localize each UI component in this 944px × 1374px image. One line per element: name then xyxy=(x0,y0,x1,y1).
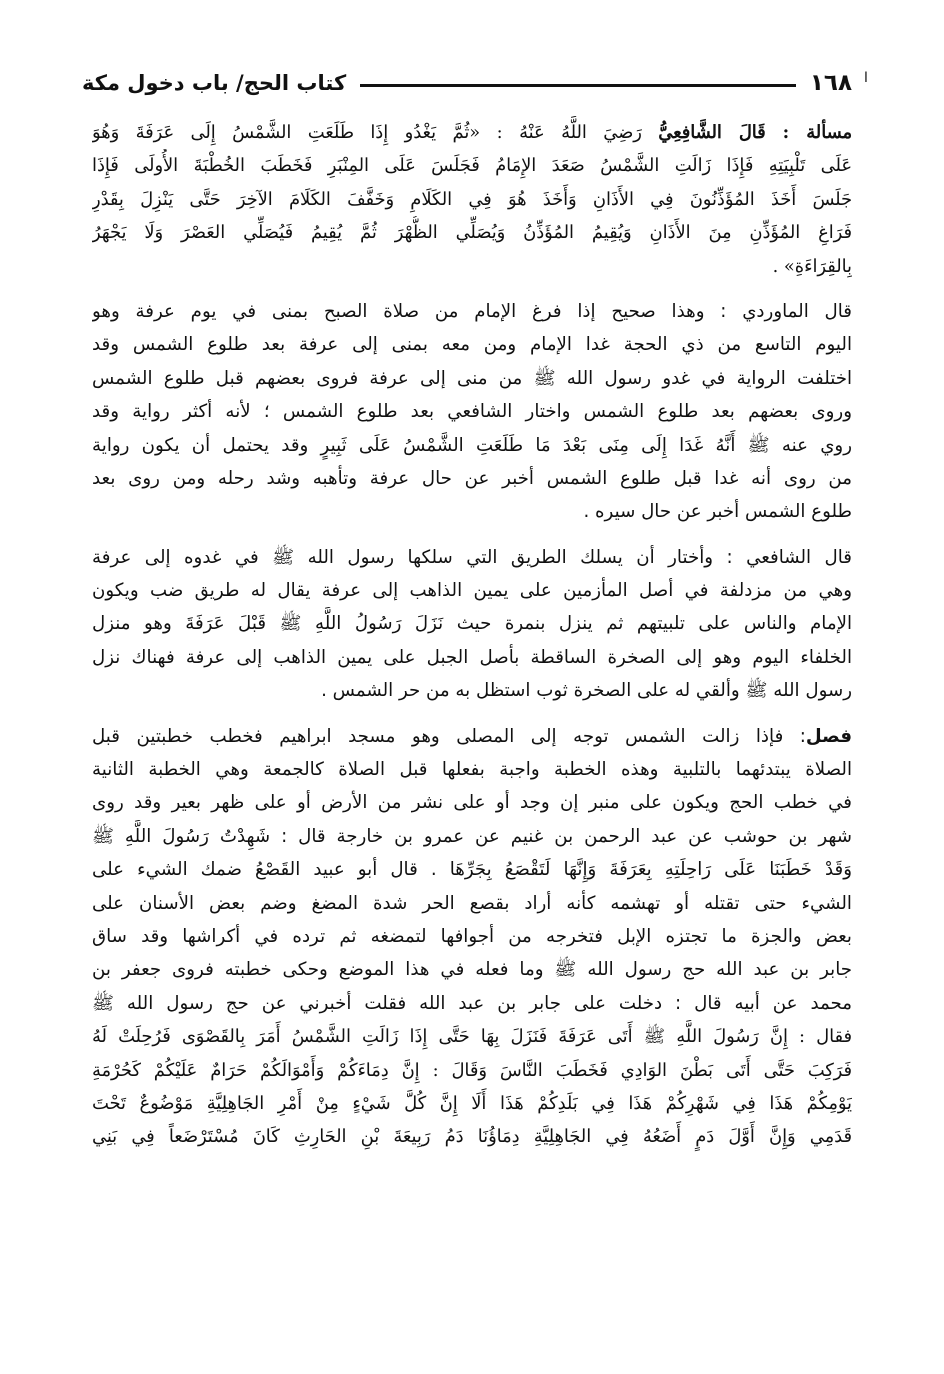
text-line: الخلفاء اليوم وهو إلى الصخرة الساقطة بأصل الجبل على يمين الذاهب إلى عرفة فهناك نزل xyxy=(92,646,852,668)
text-line: جابر بن عبد الله حج رسول الله ﷺ وما فعله في هذا الموضع وحكى خطبته فروى جعفر بن xyxy=(92,959,852,981)
text-line: قال الشافعي : وأختار أن يسلك الطريق التي سلكها رسول الله ﷺ في غدوه إلى عرفة xyxy=(92,546,852,568)
text-line: شهر بن حوشب عن عبد الرحمن بن غنيم عن عمرو بن خارجة قال : شَهِدْتُ رَسُولَ اللَّهِ ﷺ xyxy=(92,825,852,847)
text-line: الإمام والناس على تلبيتهم ثم ينزل بنمرة حيث نَزَلَ رَسُولُ اللَّهِ ﷺ قَبْلَ عَرَفَةَ وهو منزل xyxy=(92,613,852,635)
paragraph-masala xyxy=(92,116,852,283)
text-line: اختلفت الرواية في غدو رسول الله ﷺ من منى إلى عرفة فروى بعضهم قبل طلوع الشمس xyxy=(92,367,852,389)
chapter-title: كتاب الحج/ باب دخول مكة xyxy=(82,71,347,95)
text-line: مسألة : قَالَ الشَّافِعِيُّ رَضِيَ اللَّهُ عَنْهُ : «ثُمَّ يَغْدُو إِذَا طَلَعَتِ الشَّمْسُ إِلَى عَرَفَةَ وَهُوَ xyxy=(92,122,852,143)
text-line: جَلَسَ أَخَذَ المُؤَذِّنُونَ فِي الأَذَانِ وَأَخَذَ هُوَ فِي الكَلَامِ وَخَفَّفَ الكَلَامَ الآخِرَ حَتَّى يَنْزِلَ بِقَدْرِ xyxy=(92,188,852,210)
text-line: فَرَاغِ المُؤَذِّنِ مِنَ الأَذَانِ وَيُقِيمُ المُؤَذِّنُ وَيُصَلِّي الظُّهْرَ ثُمَّ يُقِيمُ فَيُصَلِّي العَصْرَ وَلَا يَجْهَرُ xyxy=(92,222,852,244)
text-line: فصل: فإذا زالت الشمس توجه إلى المصلى وهو مسجد ابراهيم فخطب خطبتين قبل xyxy=(92,725,852,747)
text-line: اليوم التاسع من ذي الحجة غدا الإمام ومن معه بمنى إلى عرفة بعد طلوع الشمس وقد xyxy=(92,334,852,356)
text-line: في خطب الحج ويكون على منبر إن وجد أو على نشر من الأرض أو على ظهر بعير وقد روى xyxy=(92,792,852,814)
text-line: قَدَمِي وَإِنَّ أَوَّلَ دَمٍ أَضَعُهُ فِي الجَاهِلِيَّةِ دِمَاؤُنَا دَمُ رَبِيعَةَ بْنِ الحَارِثِ كَانَ مُسْتَرْضَعاً فِي بَنِي xyxy=(92,1126,852,1148)
text-line: وهي من مزدلفة في أصل المأزمين على يمين الذاهب إلى عرفة يقال له طريق ضب ويكون xyxy=(92,580,852,602)
text-line: بعض والجزة ما تجتزه الإبل فتخرجه من أجوافها لتمضغه ثم ترده في أكراشها وقد ساق xyxy=(92,925,852,947)
text-line: روي عنه ﷺ أَنَّهُ غَدَا إِلَى مِنَى بَعْدَ مَا طَلَعَتِ الشَّمْسُ عَلَى ثَبِيرٍ وقد يحتمل أن يكون رواية xyxy=(92,434,852,456)
text-line: فَرَكِبَ حَتَّى أَتَى بَطْنَ الوَادِي فَخَطَبَ النَّاسَ وَقَالَ : إِنَّ دِمَاءَكُمْ وَأَمْوَالَكُمْ حَرَامٌ عَلَيْكُمْ كَحُرْمَةِ xyxy=(92,1059,852,1081)
margin-mark: ا xyxy=(864,70,868,86)
masala-label: مسألة : قَالَ الشَّافِعِيُّ xyxy=(658,122,852,143)
text-line: رسول الله ﷺ وألقي له على الصخرة ثوب استظل به من حر الشمس . xyxy=(321,680,852,702)
header-rule xyxy=(360,84,796,87)
paragraph-fasl xyxy=(92,720,852,1154)
text-line: يَوْمِكُمْ هَذَا فِي شَهْرِكُمْ هَذَا فِي بَلَدِكُمْ هَذَا أَلَا إِنَّ كُلَّ شَيْءٍ مِنْ أَمْرِ الجَاهِلِيَّةِ مَوْضُوعٌ تَحْتَ xyxy=(92,1092,852,1114)
text-line: من روى أنه غدا قبل طلوع الشمس أخبر عن حال عرفة وتأهبه وشد رحله ومن روى بعد xyxy=(92,467,852,489)
text-line: وروى بعضهم بعد طلوع الشمس واختار الشافعي بعد طلوع الشمس ؛ لأنه أكثر رواية وقد xyxy=(92,401,852,423)
text-line: طلوع الشمس أخبر عن حال سيره . xyxy=(583,501,852,523)
text-line: الصلاة يبتدئهما بالتلبية وهذه الخطبة واجبة بفعلها قبل الصلاة كالجمعة وهي الخطبة الثانية xyxy=(92,759,852,781)
text-line: الشيء حتى تقتله أو تهشمه كأنه أراد بقصع الحر شدة المضغ وضم بعض الأسنان على xyxy=(92,892,852,914)
text-line: وَقَدْ خَطَبَنَا عَلَى رَاحِلَتِهِ بِعَرَفَةَ وَإِنَّهَا لَتَقْصَعُ بِجَرِّهَا . قال أبو عبيد القَصْعُ ضمك الشيء على xyxy=(92,859,852,881)
body-text xyxy=(92,116,852,1166)
text-line: فقال : إِنَّ رَسُولَ اللَّهِ ﷺ أَتَى عَرَفَةَ فَنَزَلَ بِهَا حَتَّى إِذَا زَالَتِ الشَّمْسُ أَمَرَ بِالقَصْوَى فَرُحِلَتْ لَهُ xyxy=(92,1026,852,1048)
text-line: محمد عن أبيه قال : دخلت على جابر بن عبد الله فقلت أخبرني عن حج رسول الله ﷺ xyxy=(92,992,852,1014)
paragraph-shafii xyxy=(92,541,852,708)
paragraph-mawardi xyxy=(92,295,852,529)
page-number: ١٦٨ xyxy=(809,70,852,96)
running-header xyxy=(82,66,852,100)
text-line: قال الماوردي : وهذا صحيح إذا فرغ الإمام من صلاة الصبح بمنى في يوم عرفة وهو xyxy=(92,300,852,322)
text-line: بِالقِرَاءَةِ» . xyxy=(772,255,852,277)
fasl-label: فصل xyxy=(805,725,852,747)
text-line: عَلَى تَلْبِيَتِهِ فَإِذَا زَالَتِ الشَّمْسُ صَعَدَ الإِمَامُ فَجَلَسَ عَلَى المِنْبَرِ فَخَطَبَ الخُطْبَةَ الأُولَى فَإِذَا xyxy=(92,155,852,177)
